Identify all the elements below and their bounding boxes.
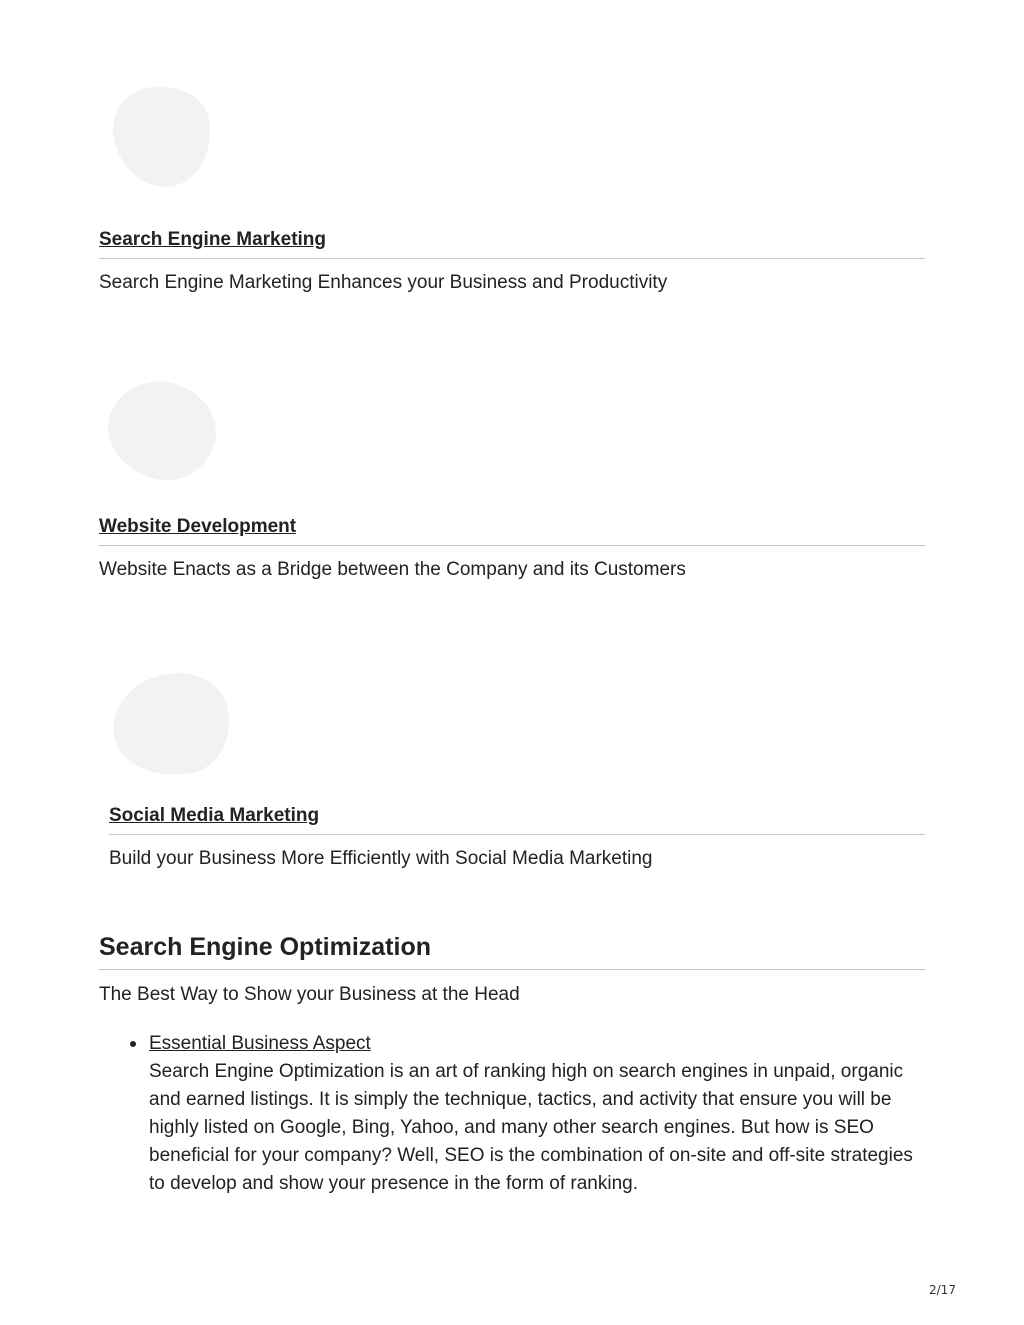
search-engine-marketing-description: Search Engine Marketing Enhances your Business and Productivity [99, 272, 668, 293]
seo-subtitle: The Best Way to Show your Business at the Head [99, 984, 520, 1005]
website-development-description: Website Enacts as a Bridge between the Company and its Customers [99, 559, 686, 580]
page-number: 2/17 [929, 1283, 956, 1297]
bullet-icon [130, 1041, 136, 1047]
divider [109, 834, 925, 835]
image-placeholder [107, 80, 217, 194]
image-placeholder [96, 368, 229, 494]
seo-heading: Search Engine Optimization [99, 933, 431, 961]
divider [99, 545, 925, 546]
website-development-link[interactable]: Website Development [99, 516, 297, 537]
social-media-marketing-description: Build your Business More Efficiently with Social Media Marketing [109, 848, 653, 869]
divider [99, 258, 925, 259]
list-item [149, 1030, 919, 1198]
divider [99, 969, 925, 970]
social-media-marketing-link[interactable]: Social Media Marketing [109, 805, 320, 826]
essential-business-aspect-link[interactable]: Essential Business Aspect [149, 1033, 371, 1054]
image-placeholder [104, 663, 240, 787]
search-engine-marketing-link[interactable]: Search Engine Marketing [99, 229, 327, 250]
seo-list [149, 1030, 919, 1198]
seo-body-text: Search Engine Optimization is an art of ranking high on search engines in unpaid, organic and earned listings. It is simply the technique, tactics, and activity that ensure you will be highly listed on Google, Bing, Yahoo, and many other search engines. But how is SEO beneficial for your company? Well, SEO is the combination of on-site and off-site strategies to develop and show your presence in the form of ranking. [149, 1061, 913, 1194]
